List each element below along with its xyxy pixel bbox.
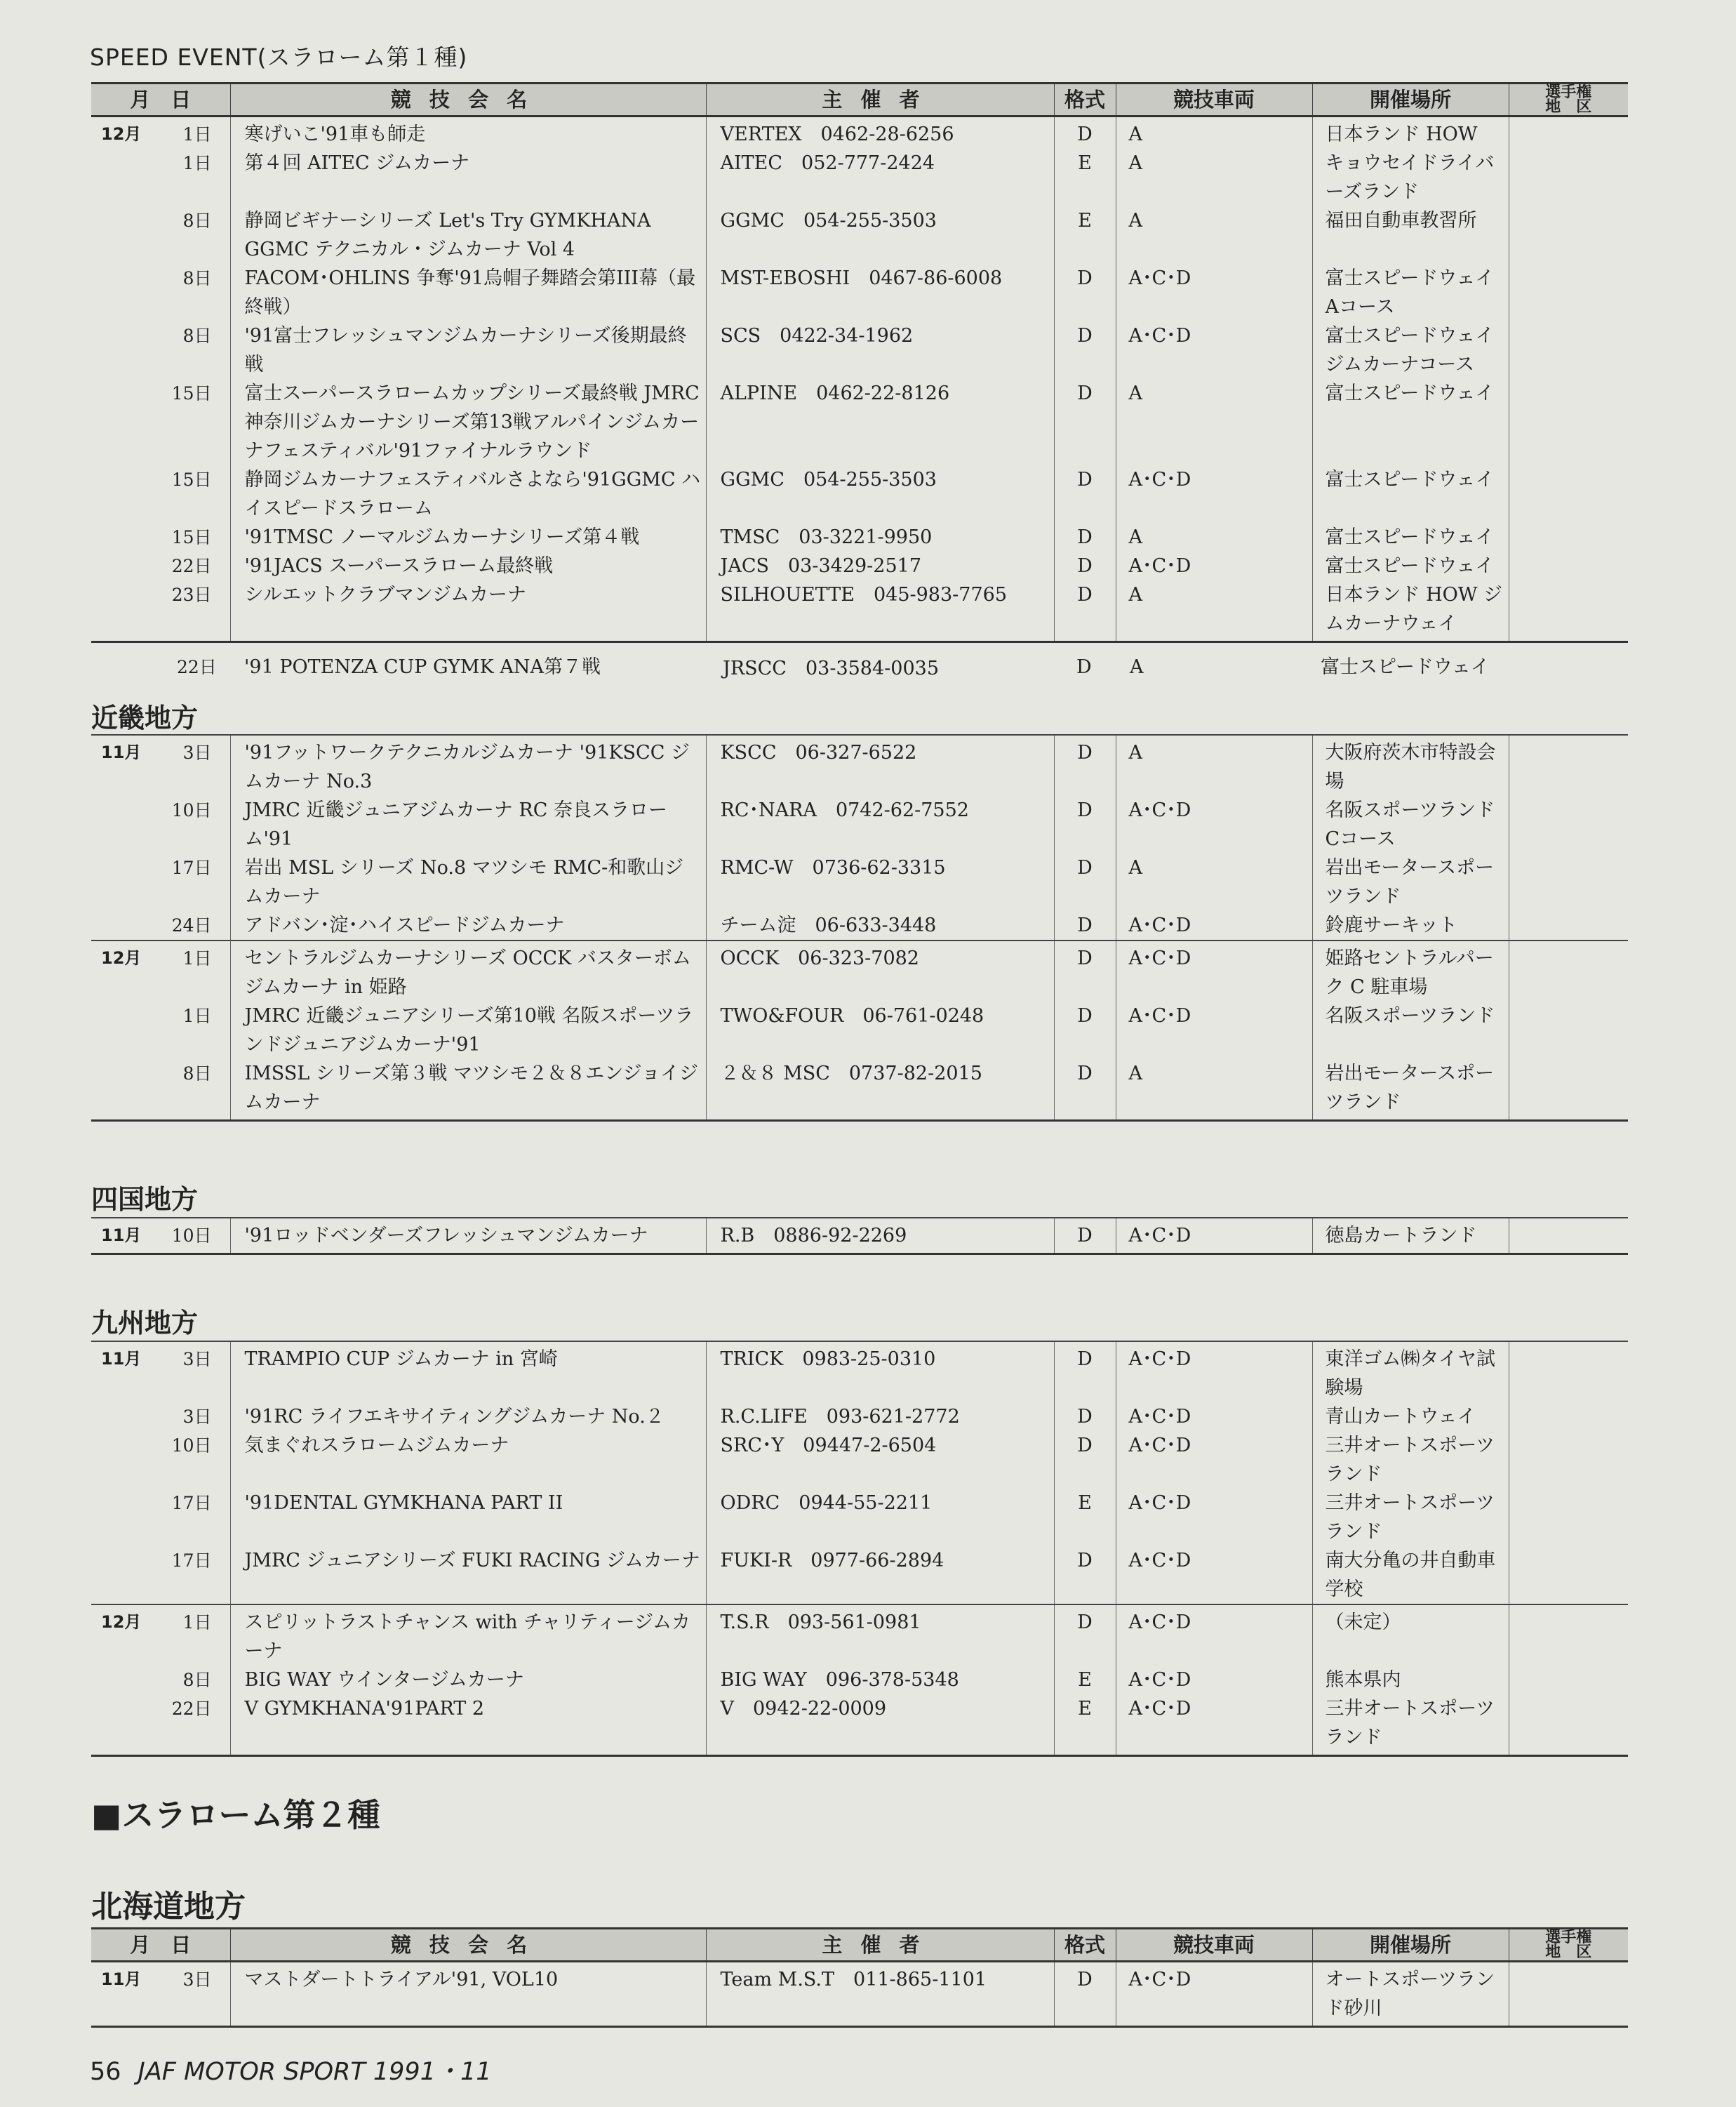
day-label: 3日 xyxy=(182,743,212,763)
cell-veh: A･C･D xyxy=(1116,911,1312,940)
cell-name: 第４回 AITEC ジムカーナ xyxy=(230,149,706,206)
cell-champ xyxy=(1509,1059,1628,1121)
cell-date xyxy=(91,853,230,911)
header-championship: 選手権 地 区 xyxy=(1509,84,1628,117)
cell-veh: A･C･D xyxy=(1116,1341,1312,1402)
cell-champ xyxy=(1509,580,1628,642)
cell-date xyxy=(91,1431,230,1489)
cell-veh: A xyxy=(1116,117,1312,149)
cell-fmt: E xyxy=(1054,206,1116,264)
cell-champ xyxy=(1509,1431,1628,1489)
cell-venue: 大阪府茨木市特設会場 xyxy=(1312,735,1509,796)
cell-name: TRAMPIO CUP ジムカーナ in 宮崎 xyxy=(230,1341,706,1402)
cell-venue: 富士スピードウェイ ジムカーナコース xyxy=(1312,321,1509,379)
table-row xyxy=(91,264,1628,321)
cell-date xyxy=(91,1604,230,1666)
cell-champ xyxy=(1509,1666,1628,1694)
cell-venue: 富士スピードウェイ xyxy=(1312,523,1509,552)
cell-org: SILHOUETTE 045-983-7765 xyxy=(706,580,1054,642)
cell-date xyxy=(91,1546,230,1604)
cell-champ xyxy=(1509,1341,1628,1402)
cell-champ xyxy=(1509,264,1628,321)
cell-fmt: D xyxy=(1054,1962,1116,2027)
cell-org: BIG WAY 096-378-5348 xyxy=(706,1666,1054,1694)
cell-veh: A･C･D xyxy=(1116,1666,1312,1694)
day-label: 15日 xyxy=(171,470,212,490)
cell-org: TWO&FOUR 06-761-0248 xyxy=(706,1002,1054,1059)
cell-champ xyxy=(1509,1402,1628,1431)
cell-name: スピリットラストチャンス with チャリティージムカーナ xyxy=(230,1604,706,1666)
cell-venue: オートスポーツランド砂川 xyxy=(1312,1962,1509,2027)
extra-vehicle: A xyxy=(1130,656,1144,678)
table-row xyxy=(91,1694,1628,1756)
cell-champ xyxy=(1509,1694,1628,1756)
month-label: 12月 xyxy=(101,124,142,144)
extra-format: D xyxy=(1076,656,1092,678)
cell-champ xyxy=(1509,735,1628,796)
day-label: 17日 xyxy=(171,1493,212,1513)
cell-veh: A･C･D xyxy=(1116,1431,1312,1489)
cell-name: '91フットワークテクニカルジムカーナ '91KSCC ジムカーナ No.3 xyxy=(230,735,706,796)
cell-fmt: D xyxy=(1054,1402,1116,1431)
cell-champ xyxy=(1509,149,1628,206)
extra-venue: 富士スピードウェイ xyxy=(1321,656,1490,678)
day-label: 8日 xyxy=(182,326,212,346)
event-table-shikoku xyxy=(91,1217,1628,1255)
cell-org: RC･NARA 0742-62-7552 xyxy=(706,796,1054,853)
cell-champ xyxy=(1509,1489,1628,1546)
region-shikoku: 四国地方 xyxy=(91,1184,199,1215)
cell-fmt: E xyxy=(1054,1694,1116,1756)
cell-fmt: E xyxy=(1054,149,1116,206)
cell-org: GGMC 054-255-3503 xyxy=(706,465,1054,523)
cell-fmt: D xyxy=(1054,911,1116,940)
cell-veh: A xyxy=(1116,149,1312,206)
header-date: 月 日 xyxy=(91,84,230,117)
region-kinki: 近畿地方 xyxy=(91,703,199,733)
cell-name: '91TMSC ノーマルジムカーナシリーズ第４戦 xyxy=(230,523,706,552)
cell-date xyxy=(91,580,230,642)
cell-date xyxy=(91,940,230,1002)
cell-name: BIG WAY ウインタージムカーナ xyxy=(230,1666,706,1694)
cell-date xyxy=(91,1059,230,1121)
cell-veh: A･C･D xyxy=(1116,1489,1312,1546)
day-label: 15日 xyxy=(171,383,212,404)
cell-org: TRICK 0983-25-0310 xyxy=(706,1341,1054,1402)
header-format: 格式 xyxy=(1054,1929,1116,1962)
event-table-kinki xyxy=(91,734,1628,1122)
cell-fmt: D xyxy=(1054,940,1116,1002)
cell-fmt: D xyxy=(1054,796,1116,853)
cell-fmt: D xyxy=(1054,264,1116,321)
header-championship: 選手権 地 区 xyxy=(1509,1929,1628,1962)
cell-org: ODRC 0944-55-2211 xyxy=(706,1489,1054,1546)
cell-champ xyxy=(1509,1962,1628,2027)
cell-venue: （未定） xyxy=(1312,1604,1509,1666)
cell-org: VERTEX 0462-28-6256 xyxy=(706,117,1054,149)
cell-fmt: D xyxy=(1054,552,1116,580)
cell-date xyxy=(91,523,230,552)
table-row xyxy=(91,911,1628,940)
cell-veh: A･C･D xyxy=(1116,321,1312,379)
cell-venue: 名阪スポーツランド xyxy=(1312,1002,1509,1059)
day-label: 10日 xyxy=(171,800,212,820)
day-label: 8日 xyxy=(182,268,212,288)
cell-veh: A･C･D xyxy=(1116,552,1312,580)
extra-name: '91 POTENZA CUP GYMK ANA第７戦 xyxy=(244,656,601,678)
cell-name: '91RC ライフエキサイティングジムカーナ No.２ xyxy=(230,1402,706,1431)
header-name: 競技会名 xyxy=(230,1929,706,1962)
cell-org: ２＆８ MSC 0737-82-2015 xyxy=(706,1059,1054,1121)
cell-fmt: D xyxy=(1054,465,1116,523)
table-row xyxy=(91,1489,1628,1546)
cell-veh: A･C･D xyxy=(1116,264,1312,321)
table-row xyxy=(91,1546,1628,1604)
cell-venue: 徳島カートランド xyxy=(1312,1218,1509,1254)
cell-fmt: D xyxy=(1054,1002,1116,1059)
cell-fmt: D xyxy=(1054,1218,1116,1254)
cell-veh: A xyxy=(1116,206,1312,264)
cell-fmt: D xyxy=(1054,379,1116,465)
cell-champ xyxy=(1509,796,1628,853)
cell-venue: 青山カートウェイ xyxy=(1312,1402,1509,1431)
cell-date xyxy=(91,321,230,379)
cell-date xyxy=(91,264,230,321)
cell-fmt: D xyxy=(1054,580,1116,642)
cell-org: R.C.LIFE 093-621-2772 xyxy=(706,1402,1054,1431)
cell-venue: キョウセイドライバーズランド xyxy=(1312,149,1509,206)
cell-fmt: D xyxy=(1054,853,1116,911)
cell-veh: A･C･D xyxy=(1116,465,1312,523)
day-label: 24日 xyxy=(171,915,212,936)
table-row xyxy=(91,1402,1628,1431)
cell-champ xyxy=(1509,206,1628,264)
region-kyushu: 九州地方 xyxy=(91,1308,199,1338)
cell-name: セントラルジムカーナシリーズ OCCK バスターボムジムカーナ in 姫路 xyxy=(230,940,706,1002)
cell-name: JMRC ジュニアシリーズ FUKI RACING ジムカーナ xyxy=(230,1546,706,1604)
cell-name: 寒げいこ'91車も師走 xyxy=(230,117,706,149)
cell-venue: 三井オートスポーツランド xyxy=(1312,1694,1509,1756)
cell-champ xyxy=(1509,940,1628,1002)
cell-org: V 0942-22-0009 xyxy=(706,1694,1054,1756)
table-row xyxy=(91,1002,1628,1059)
cell-date xyxy=(91,552,230,580)
day-label: 1日 xyxy=(182,948,212,969)
cell-fmt: D xyxy=(1054,1059,1116,1121)
cell-fmt: D xyxy=(1054,523,1116,552)
region-hokkaido: 北海道地方 xyxy=(91,1889,246,1925)
event-table-hokkaido xyxy=(91,1927,1628,2028)
cell-name: 気まぐれスラロームジムカーナ xyxy=(230,1431,706,1489)
cell-venue: 名阪スポーツランド Cコース xyxy=(1312,796,1509,853)
cell-veh: A xyxy=(1116,523,1312,552)
header-format: 格式 xyxy=(1054,84,1116,117)
cell-name: JMRC 近畿ジュニアジムカーナ RC 奈良スラローム'91 xyxy=(230,796,706,853)
cell-name: マストダートトライアル'91, VOL10 xyxy=(230,1962,706,2027)
cell-org: チーム淀 06-633-3448 xyxy=(706,911,1054,940)
cell-champ xyxy=(1509,911,1628,940)
table-row xyxy=(91,940,1628,1002)
table-row xyxy=(91,321,1628,379)
cell-date xyxy=(91,149,230,206)
cell-org: MST-EBOSHI 0467-86-6008 xyxy=(706,264,1054,321)
cell-champ xyxy=(1509,523,1628,552)
cell-fmt: D xyxy=(1054,117,1116,149)
cell-date xyxy=(91,1962,230,2027)
header-name: 競技会名 xyxy=(230,84,706,117)
day-label: 22日 xyxy=(171,556,212,576)
cell-date xyxy=(91,1402,230,1431)
cell-veh: A･C･D xyxy=(1116,1402,1312,1431)
cell-venue: 岩出モータースポーツランド xyxy=(1312,1059,1509,1121)
cell-org: RMC-W 0736-62-3315 xyxy=(706,853,1054,911)
table-row xyxy=(91,1962,1628,2027)
header-vehicle: 競技車両 xyxy=(1116,1929,1312,1962)
cell-veh: A xyxy=(1116,580,1312,642)
day-label: 1日 xyxy=(182,1612,212,1633)
cell-venue: 日本ランド HOW xyxy=(1312,117,1509,149)
cell-fmt: D xyxy=(1054,1604,1116,1666)
event-table-main xyxy=(91,82,1628,643)
cell-champ xyxy=(1509,853,1628,911)
cell-name: 静岡ビギナーシリーズ Let's Try GYMKHANA GGMC テクニカル・ジムカーナ Vol 4 xyxy=(230,206,706,264)
cell-veh: A･C･D xyxy=(1116,1546,1312,1604)
cell-fmt: D xyxy=(1054,1341,1116,1402)
month-label: 11月 xyxy=(101,1969,142,1989)
cell-champ xyxy=(1509,1002,1628,1059)
table-row xyxy=(91,206,1628,264)
table-row xyxy=(91,523,1628,552)
cell-org: FUKI-R 0977-66-2894 xyxy=(706,1546,1054,1604)
day-label: 3日 xyxy=(182,1349,212,1369)
cell-venue: 三井オートスポーツランド xyxy=(1312,1431,1509,1489)
page-footer xyxy=(90,2052,492,2087)
page-number: 56 xyxy=(90,2058,121,2086)
event-table-kyushu xyxy=(91,1341,1628,1757)
cell-date xyxy=(91,796,230,853)
cell-date xyxy=(91,465,230,523)
header-vehicle: 競技車両 xyxy=(1116,84,1312,117)
day-label: 1日 xyxy=(182,153,212,173)
cell-fmt: D xyxy=(1054,321,1116,379)
cell-org: OCCK 06-323-7082 xyxy=(706,940,1054,1002)
header-date: 月 日 xyxy=(91,1929,230,1962)
table-row xyxy=(91,1341,1628,1402)
cell-venue: 福田自動車教習所 xyxy=(1312,206,1509,264)
cell-date xyxy=(91,1341,230,1402)
cell-venue: 富士スピードウェイ Aコース xyxy=(1312,264,1509,321)
day-label: 8日 xyxy=(182,1063,212,1084)
day-label: 17日 xyxy=(171,1550,212,1571)
table-row xyxy=(91,1431,1628,1489)
header-organizer: 主催者 xyxy=(706,1929,1054,1962)
section-slalom-2: ■スラローム第２種 xyxy=(91,1796,380,1834)
cell-fmt: D xyxy=(1054,1431,1116,1489)
cell-fmt: E xyxy=(1054,1489,1116,1546)
cell-champ xyxy=(1509,379,1628,465)
day-label: 10日 xyxy=(171,1435,212,1456)
cell-date xyxy=(91,1666,230,1694)
cell-champ xyxy=(1509,117,1628,149)
cell-date xyxy=(91,1489,230,1546)
cell-veh: A･C･D xyxy=(1116,1604,1312,1666)
cell-champ xyxy=(1509,1604,1628,1666)
cell-date xyxy=(91,1218,230,1254)
cell-fmt: D xyxy=(1054,1546,1116,1604)
table-row xyxy=(91,1218,1628,1254)
cell-name: '91JACS スーパースラローム最終戦 xyxy=(230,552,706,580)
cell-venue: 岩出モータースポーツランド xyxy=(1312,853,1509,911)
cell-org: R.B 0886-92-2269 xyxy=(706,1218,1054,1254)
table-row xyxy=(91,796,1628,853)
cell-name: シルエットクラブマンジムカーナ xyxy=(230,580,706,642)
day-label: 1日 xyxy=(182,124,212,145)
cell-venue: 富士スピードウェイ xyxy=(1312,379,1509,465)
table-row xyxy=(91,552,1628,580)
cell-name: IMSSL シリーズ第３戦 マツシモ２＆８エンジョイジムカーナ xyxy=(230,1059,706,1121)
cell-org: SRC･Y 09447-2-6504 xyxy=(706,1431,1054,1489)
cell-veh: A･C･D xyxy=(1116,940,1312,1002)
table-row xyxy=(91,379,1628,465)
table-row xyxy=(91,735,1628,796)
day-label: 3日 xyxy=(182,1969,212,1990)
cell-veh: A xyxy=(1116,379,1312,465)
cell-org: AITEC 052-777-2424 xyxy=(706,149,1054,206)
cell-name: 富士スーパースラロームカップシリーズ最終戦 JMRC 神奈川ジムカーナシリーズ第13戦アルパインジムカーナフェスティバル'91ファイナルラウンド xyxy=(230,379,706,465)
page-header: SPEED EVENT(スラローム第１種) xyxy=(90,44,468,71)
cell-org: GGMC 054-255-3503 xyxy=(706,206,1054,264)
month-label: 11月 xyxy=(101,1225,142,1245)
cell-name: 静岡ジムカーナフェスティバルさよなら'91GGMC ハイスピードスラローム xyxy=(230,465,706,523)
cell-venue: 熊本県内 xyxy=(1312,1666,1509,1694)
cell-fmt: D xyxy=(1054,735,1116,796)
cell-champ xyxy=(1509,321,1628,379)
header-organizer: 主催者 xyxy=(706,84,1054,117)
cell-champ xyxy=(1509,1218,1628,1254)
cell-date xyxy=(91,1002,230,1059)
cell-date xyxy=(91,911,230,940)
cell-date xyxy=(91,1694,230,1756)
cell-veh: A xyxy=(1116,1059,1312,1121)
cell-veh: A･C･D xyxy=(1116,1218,1312,1254)
cell-venue: 富士スピードウェイ xyxy=(1312,552,1509,580)
day-label: 10日 xyxy=(171,1225,212,1246)
table-row xyxy=(91,465,1628,523)
cell-name: '91富士フレッシュマンジムカーナシリーズ後期最終戦 xyxy=(230,321,706,379)
table-row xyxy=(91,1666,1628,1694)
cell-org: SCS 0422-34-1962 xyxy=(706,321,1054,379)
day-label: 17日 xyxy=(171,858,212,878)
cell-date xyxy=(91,117,230,149)
cell-name: '91ロッドベンダーズフレッシュマンジムカーナ xyxy=(230,1218,706,1254)
cell-org: KSCC 06-327-6522 xyxy=(706,735,1054,796)
header-venue: 開催場所 xyxy=(1312,1929,1509,1962)
cell-venue: 姫路セントラルパーク C 駐車場 xyxy=(1312,940,1509,1002)
month-label: 11月 xyxy=(101,1349,142,1369)
table-row xyxy=(91,853,1628,911)
cell-champ xyxy=(1509,552,1628,580)
cell-veh: A xyxy=(1116,735,1312,796)
header-venue: 開催場所 xyxy=(1312,84,1509,117)
cell-org: T.S.R 093-561-0981 xyxy=(706,1604,1054,1666)
cell-venue: 鈴鹿サーキット xyxy=(1312,911,1509,940)
cell-venue: 南大分亀の井自動車学校 xyxy=(1312,1546,1509,1604)
cell-name: FACOM･OHLINS 争奪'91烏帽子舞踏会第III幕（最終戦） xyxy=(230,264,706,321)
extra-org: JRSCC 03-3584-0035 xyxy=(723,658,939,679)
magazine-title: JAF MOTOR SPORT 1991・11 xyxy=(138,2058,492,2086)
cell-date xyxy=(91,206,230,264)
cell-champ xyxy=(1509,1546,1628,1604)
cell-fmt: E xyxy=(1054,1666,1116,1694)
cell-date xyxy=(91,379,230,465)
month-label: 11月 xyxy=(101,743,142,762)
cell-champ xyxy=(1509,465,1628,523)
cell-venue: 富士スピードウェイ xyxy=(1312,465,1509,523)
cell-org: JACS 03-3429-2517 xyxy=(706,552,1054,580)
day-label: 22日 xyxy=(171,1699,212,1719)
table-row xyxy=(91,580,1628,642)
table-row xyxy=(91,1604,1628,1666)
cell-name: V GYMKHANA'91PART 2 xyxy=(230,1694,706,1756)
cell-org: ALPINE 0462-22-8126 xyxy=(706,379,1054,465)
table-row xyxy=(91,1059,1628,1121)
day-label: 3日 xyxy=(182,1407,212,1427)
day-label: 8日 xyxy=(182,211,212,231)
day-label: 15日 xyxy=(171,527,212,547)
cell-veh: A･C･D xyxy=(1116,796,1312,853)
day-label: 23日 xyxy=(171,585,212,605)
month-label: 12月 xyxy=(101,1612,142,1632)
cell-name: アドバン･淀･ハイスピードジムカーナ xyxy=(230,911,706,940)
cell-name: 岩出 MSL シリーズ No.8 マツシモ RMC-和歌山ジムカーナ xyxy=(230,853,706,911)
cell-venue: 日本ランド HOW ジムカーナウェイ xyxy=(1312,580,1509,642)
cell-org: Team M.S.T 011-865-1101 xyxy=(706,1962,1054,2027)
cell-name: JMRC 近畿ジュニアシリーズ第10戦 名阪スポーツランドジュニアジムカーナ'91 xyxy=(230,1002,706,1059)
table-row xyxy=(91,117,1628,149)
day-label: 1日 xyxy=(182,1006,212,1026)
extra-day: 22日 xyxy=(177,657,217,677)
cell-venue: 三井オートスポーツランド xyxy=(1312,1489,1509,1546)
cell-org: TMSC 03-3221-9950 xyxy=(706,523,1054,552)
cell-name: '91DENTAL GYMKHANA PART II xyxy=(230,1489,706,1546)
cell-veh: A xyxy=(1116,853,1312,911)
cell-veh: A･C･D xyxy=(1116,1002,1312,1059)
cell-veh: A･C･D xyxy=(1116,1694,1312,1756)
day-label: 8日 xyxy=(182,1670,212,1690)
cell-venue: 東洋ゴム㈱タイヤ試験場 xyxy=(1312,1341,1509,1402)
table-row xyxy=(91,149,1628,206)
month-label: 12月 xyxy=(101,948,142,968)
cell-date xyxy=(91,735,230,796)
cell-veh: A･C･D xyxy=(1116,1962,1312,2027)
